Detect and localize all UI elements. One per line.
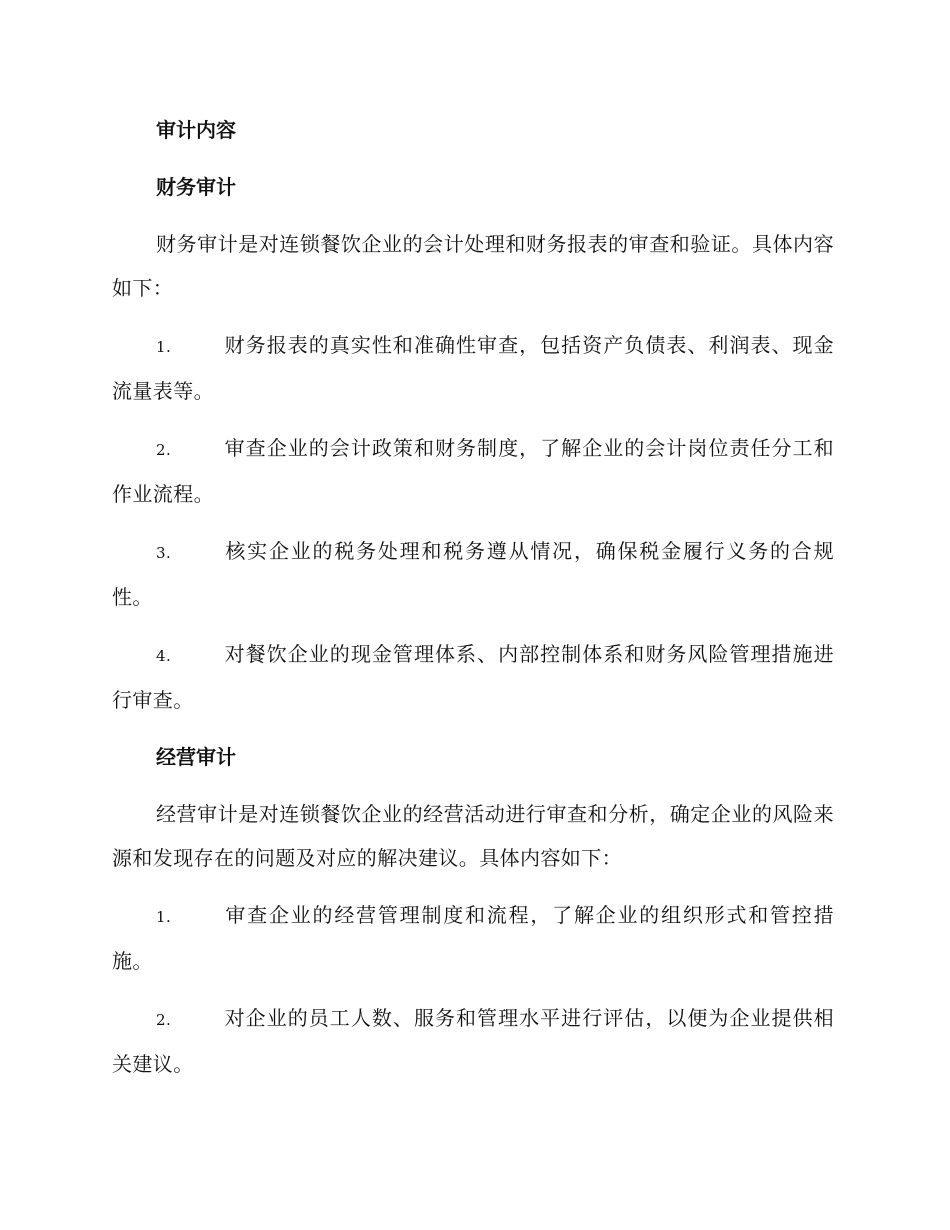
list-number: 3.	[156, 544, 172, 562]
financial-audit-item	[112, 323, 834, 413]
list-item-text: 对企业的员工人数、服务和管理水平进行评估，以便为企业提供相关建议。	[112, 1006, 834, 1076]
list-item-text: 审查企业的经营管理制度和流程，了解企业的组织形式和管控措施。	[112, 903, 834, 973]
financial-audit-heading: 财务审计	[156, 175, 236, 199]
list-item-text: 对餐饮企业的现金管理体系、内部控制体系和财务风险管理措施进行审查。	[112, 642, 834, 712]
list-number: 4.	[156, 647, 172, 665]
section-title: 审计内容	[156, 118, 236, 142]
operational-audit-item	[112, 996, 834, 1086]
financial-audit-item	[112, 426, 834, 516]
document-body	[112, 108, 834, 1099]
list-item-text: 审查企业的会计政策和财务制度，了解企业的会计岗位责任分工和作业流程。	[112, 436, 834, 506]
list-number: 2.	[156, 441, 172, 459]
operational-audit-heading: 经营审计	[156, 745, 236, 769]
list-number: 1.	[156, 338, 172, 356]
list-item-text: 核实企业的税务处理和税务遵从情况，确保税金履行义务的合规性。	[112, 539, 834, 609]
operational-audit-item	[112, 893, 834, 983]
list-number: 2.	[156, 1011, 172, 1029]
operational-audit-intro: 经营审计是对连锁餐饮企业的经营活动进行审查和分析，确定企业的风险来源和发现存在的问题及对应的解决建议。具体内容如下：	[112, 802, 834, 870]
financial-audit-intro: 财务审计是对连锁餐饮企业的会计处理和财务报表的审查和验证。具体内容如下：	[112, 232, 834, 300]
list-number: 1.	[156, 908, 172, 926]
financial-audit-item	[112, 529, 834, 619]
financial-audit-item	[112, 632, 834, 722]
list-item-text: 财务报表的真实性和准确性审查，包括资产负债表、利润表、现金流量表等。	[112, 333, 834, 403]
